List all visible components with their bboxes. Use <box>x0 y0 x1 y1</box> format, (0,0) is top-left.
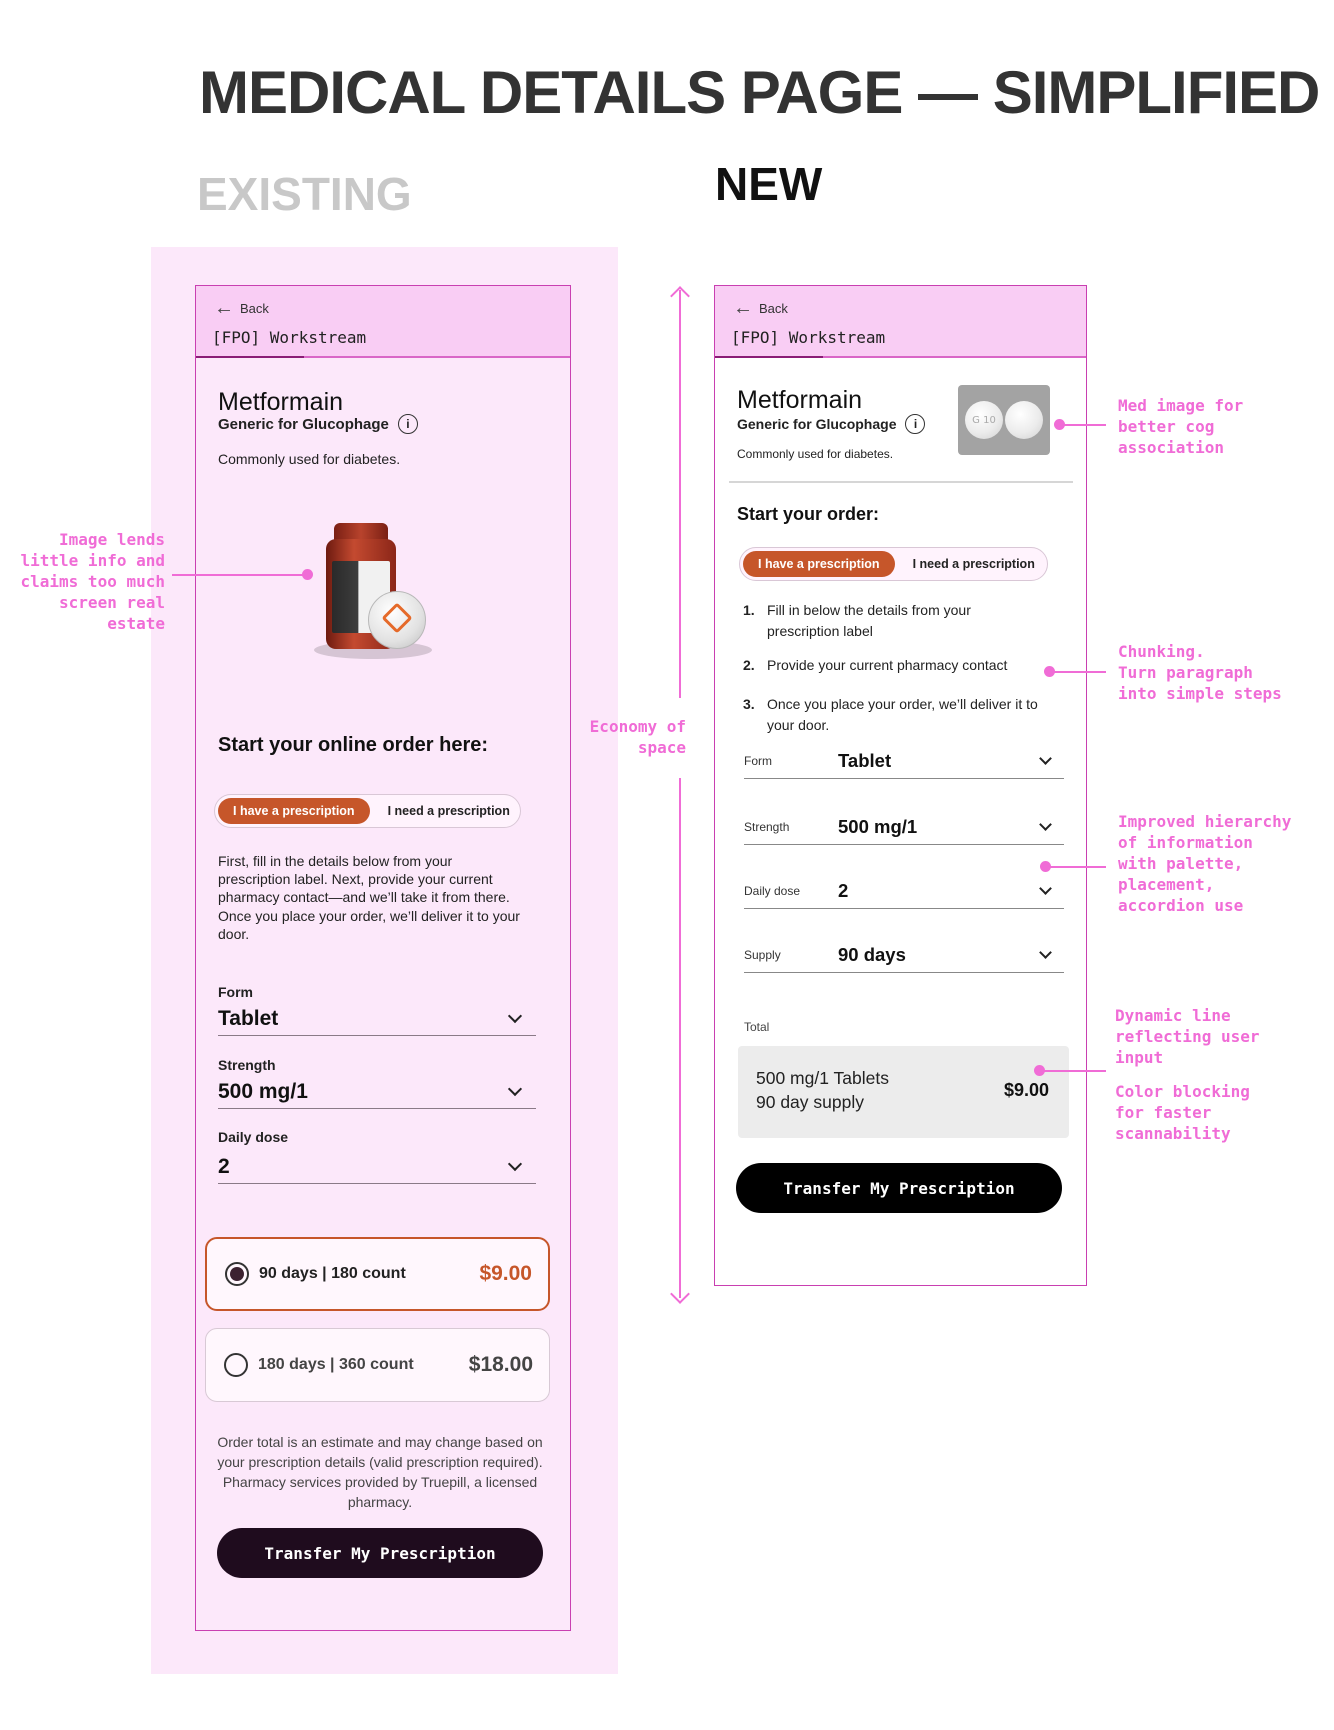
form-label: Form <box>744 753 772 768</box>
total-line-strength: 500 mg/1 Tablets <box>756 1068 889 1088</box>
economy-line-top <box>679 290 681 698</box>
total-price: $9.00 <box>1003 1080 1049 1100</box>
start-order-title: Start your online order here: <box>218 734 489 756</box>
workstream-title: [FPO] Workstream <box>212 328 367 347</box>
chevron-down-icon <box>1039 818 1052 831</box>
back-label: Back <box>240 300 269 316</box>
app-header <box>715 286 1086 358</box>
radio-unselected-icon <box>224 1353 248 1377</box>
chevron-down-icon <box>1039 882 1052 895</box>
instructions-paragraph: First, fill in the details below from your prescription label. Next, provide your current pharmacy contact—and we’ll take it from there. Once you place your order, we’ll deliver it to your door. <box>218 853 520 942</box>
daily-dose-label: Daily dose <box>744 883 801 898</box>
transfer-prescription-button[interactable]: Transfer My Prescription <box>217 1528 543 1578</box>
annotation-hierarchy: Improved hierarchy of information with palette, placement, accordion use <box>1118 812 1292 915</box>
annotation-chunking: Chunking. Turn paragraph into simple steps <box>1118 642 1282 703</box>
step-number: 1. <box>743 602 755 618</box>
annotation-connector <box>1040 1070 1106 1072</box>
existing-screen <box>195 285 571 1631</box>
supply-option-label: 180 days | 360 count <box>258 1356 414 1373</box>
pill-imprint: G 10 <box>972 414 996 426</box>
existing-column-label: EXISTING <box>197 168 412 220</box>
annotation-economy: Economy of space <box>589 717 686 757</box>
step-item <box>743 600 1043 642</box>
order-disclaimer: Order total is an estimate and may change based on your prescription details (valid prescription required). Pharmacy services provided by Truepill, a licensed pharmacy. <box>217 1434 543 1510</box>
total-label: Total <box>744 1020 770 1034</box>
new-column-label: NEW <box>715 158 823 210</box>
start-order-title: Start your order: <box>737 504 880 524</box>
transfer-prescription-button[interactable]: Transfer My Prescription <box>736 1163 1062 1213</box>
order-total-summary <box>738 1046 1069 1138</box>
step-item <box>743 694 1043 736</box>
medication-use: Commonly used for diabetes. <box>737 447 894 461</box>
pill-icon <box>1005 401 1043 439</box>
daily-dose-value: 2 <box>218 1154 230 1178</box>
supply-option-price: $9.00 <box>479 1262 532 1285</box>
medication-use: Commonly used for diabetes. <box>218 451 401 467</box>
toggle-need-prescription[interactable]: I need a prescription <box>387 804 510 818</box>
economy-line-bottom <box>679 778 681 1298</box>
form-value: Tablet <box>218 1006 279 1030</box>
arrow-down-icon <box>670 1284 690 1304</box>
medication-generic <box>737 414 925 434</box>
annotation-image-lends: Image lends little info and claims too much screen real estate <box>20 530 165 633</box>
divider <box>729 481 1073 483</box>
form-select[interactable] <box>218 1002 536 1036</box>
info-icon[interactable]: i <box>398 414 418 434</box>
form-value: Tablet <box>838 749 892 771</box>
chevron-down-icon <box>1039 752 1052 765</box>
back-label: Back <box>759 300 788 316</box>
supply-option-price: $18.00 <box>468 1353 533 1376</box>
step-text: Once you place your order, we’ll deliver it to your door. <box>767 696 1038 733</box>
strength-label: Strength <box>218 1057 276 1073</box>
step-number: 3. <box>743 696 755 712</box>
total-line-supply: 90 day supply <box>756 1092 864 1112</box>
prescription-toggle <box>214 794 521 828</box>
strength-value: 500 mg/1 <box>838 815 918 837</box>
step-text: Provide your current pharmacy contact <box>767 657 1008 673</box>
chevron-down-icon <box>508 1156 522 1170</box>
back-arrow-icon: ← <box>214 297 234 319</box>
step-text: Fill in below the details from your prescription label <box>767 602 971 639</box>
toggle-have-prescription[interactable]: I have a prescription <box>218 798 370 824</box>
workstream-underline <box>715 356 823 358</box>
back-arrow-icon: ← <box>733 297 753 319</box>
annotation-connector <box>1046 866 1106 868</box>
pill-image <box>958 385 1050 455</box>
medication-name: Metformain <box>218 388 344 416</box>
daily-dose-select[interactable] <box>744 873 1064 909</box>
info-icon[interactable]: i <box>905 414 925 434</box>
new-screen <box>714 285 1087 1286</box>
strength-label: Strength <box>744 819 790 834</box>
generic-label: Generic for Glucophage <box>737 416 897 432</box>
step-number: 2. <box>743 657 755 673</box>
prescription-toggle <box>739 547 1048 581</box>
daily-dose-select[interactable] <box>218 1150 536 1184</box>
annotation-connector <box>1050 671 1106 673</box>
annotation-color-blocking: Color blocking for faster scannability <box>1115 1082 1250 1143</box>
generic-label: Generic for Glucophage <box>218 415 389 433</box>
chevron-down-icon <box>508 1081 522 1095</box>
supply-option-180-days[interactable] <box>205 1328 550 1402</box>
toggle-have-prescription[interactable]: I have a prescription <box>743 551 895 577</box>
strength-value: 500 mg/1 <box>218 1079 308 1103</box>
back-button[interactable] <box>214 297 269 319</box>
supply-label: Supply <box>744 947 781 962</box>
back-button[interactable] <box>733 297 788 319</box>
annotation-med-image: Med image for better cog association <box>1118 396 1244 457</box>
strength-select[interactable] <box>218 1075 536 1109</box>
app-header <box>196 286 570 358</box>
form-select[interactable] <box>744 743 1064 779</box>
annotation-dot <box>302 569 313 580</box>
supply-value: 90 days <box>838 943 906 965</box>
daily-dose-label: Daily dose <box>218 1129 289 1145</box>
annotation-connector <box>1060 424 1106 426</box>
annotation-connector <box>172 574 307 576</box>
chevron-down-icon <box>1039 946 1052 959</box>
pill-icon <box>965 401 1003 439</box>
form-label: Form <box>218 984 253 1000</box>
radio-selected-icon <box>225 1262 249 1286</box>
radio-dot <box>230 1267 244 1281</box>
page-title: MEDICAL DETAILS PAGE — SIMPLIFIED <box>199 59 1320 126</box>
supply-option-label: 90 days | 180 count <box>259 1265 406 1282</box>
supply-option-90-days[interactable] <box>205 1237 550 1311</box>
supply-select[interactable] <box>744 937 1064 973</box>
chevron-down-icon <box>508 1008 522 1022</box>
daily-dose-value: 2 <box>838 879 849 901</box>
annotation-dynamic-line: Dynamic line reflecting user input <box>1115 1006 1260 1067</box>
toggle-need-prescription[interactable]: I need a prescription <box>912 557 1035 571</box>
workstream-underline <box>196 356 304 358</box>
step-item <box>743 655 1063 676</box>
strength-select[interactable] <box>744 809 1064 845</box>
medication-generic <box>218 414 418 434</box>
pill-bottle-image <box>304 519 444 664</box>
workstream-title: [FPO] Workstream <box>731 328 886 347</box>
medication-name: Metformain <box>737 386 863 414</box>
